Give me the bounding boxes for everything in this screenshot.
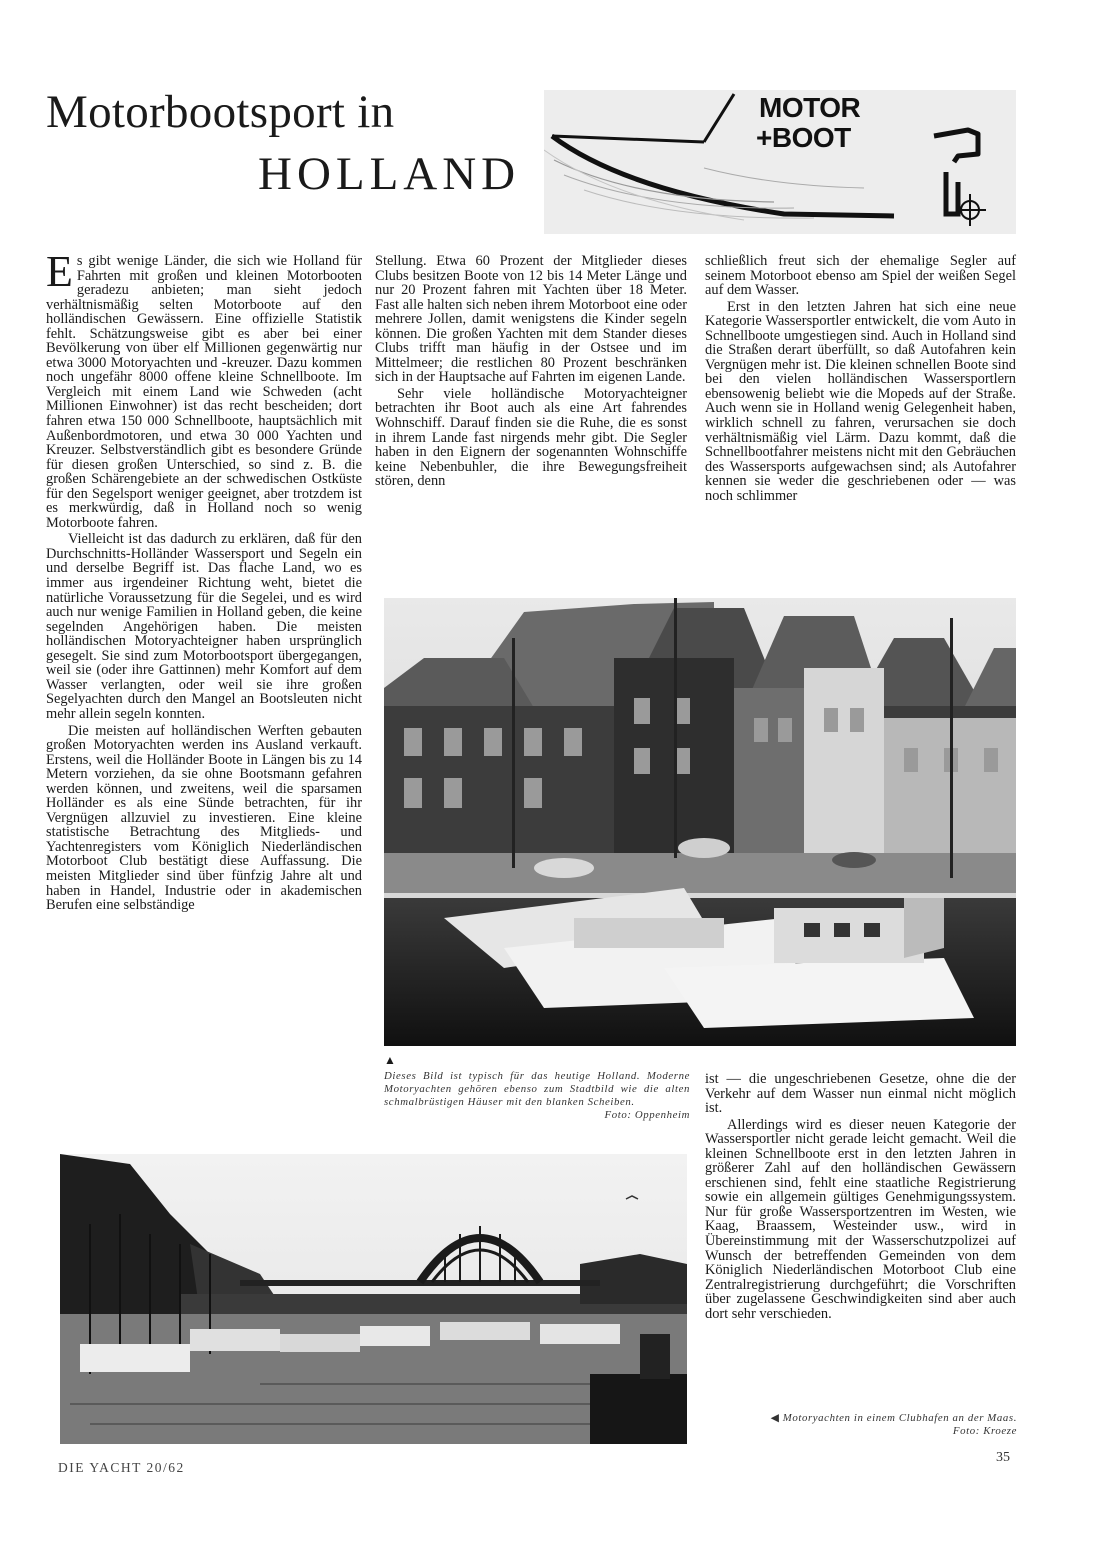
publication-footer: DIE YACHT 20/62 (58, 1460, 185, 1475)
paragraph-text: s gibt wenige Länder, die sich wie Holland für Fahrten mit großen und kleinen Motorbooten geradezu anbieten; man sieht jedoch verhältnismäßig selten Motorboote auf den holländischen Gewässern. Eine offizielle Statistik fehlt. Schätzungsweise gibt es aber bei einer Bevölkerung von über elf Millionen gegenwärtig nur etwa 3000 Motoryachten und -kreuzer. Dazu kommen noch ungefähr 8000 offene kleine Schnellboote. Im Vergleich mit einem Land wie Schweden (acht Millionen Einwohner) ist das recht bescheiden; dort fahren etwa 150 000 Schnellboote, hauptsächlich mit Außenbordmotoren, und etwa 30 000 Yachten und Kreuzer. Selbstverständlich gibt es besondere Gründe für diesen großen Unterschied, so sind z. B. die großen Schärengebiete an der schwedischen Ostküste für den Segelsport weniger geeignet, aber trotzdem ist es merkwürdig, daß in Holland noch so wenig Motorboote fahren. (46, 253, 362, 531)
paragraph: Vielleicht ist das dadurch zu erklären, daß für den Durchschnitts-Holländer Wassersport und Segeln ein und derselbe Begriff ist. Das flache Land, wo es immer aus irgendeiner Richtung weht, bietet die natürliche Voraussetzung für die Segelei, und es wird auch nur wenige Familien in Holland geben, die keine segelnden Angehörigen haben. Die meisten holländischen Motoryachteigner haben ursprünglich gesegelt. Sie sind zum Motorbootsport übergegangen, weil sie (oder ihre Gattinnen) mehr Komfort auf dem Wasser verlangten, oder weil sie ihre großen Segelyachten durch den Mangel an Bootsleuten nicht mehr allein segeln konnten. (46, 531, 362, 722)
text-column-2 (375, 254, 687, 489)
caption-up-arrow-icon: ▲ (384, 1053, 396, 1067)
text-column-3 (705, 254, 1016, 503)
caption-text: Dieses Bild ist typisch für das heutige Holland. Moderne Motoryachten gehören ebenso zum Stadtbild wie die alten schmalbrüstigen Häuser mit den blanken Scheiben. (384, 1070, 690, 1108)
logo-text-motor: MOTOR (759, 92, 861, 123)
photo-caption-1 (384, 1070, 690, 1122)
motor-boot-logo (544, 90, 1016, 234)
logo-text-boot: +BOOT (756, 122, 851, 153)
photo-caption-2 (699, 1412, 1017, 1438)
text-column-3-continued (705, 1072, 1016, 1321)
harbor-town-photo (384, 598, 1016, 1046)
article-title-line-1: Motorbootsport in (46, 86, 395, 138)
paragraph: schließlich freut sich der ehemalige Segler auf seinem Motorboot ebenso am Spiel der weißen Segel auf dem Wasser. (705, 253, 1016, 299)
caption-left-arrow-icon: ◀ (770, 1412, 780, 1424)
page-number: 35 (996, 1450, 1010, 1465)
paragraph: Sehr viele holländische Motoryachteigner betrachten ihr Boot auch als eine Art fahrendes Wohnschiff. Darauf finden sie die Ruhe, die es sonst in ihrem Lande fast nirgends mehr gibt. Die Segler haben in den Eignern der sogenannten Wohnschiffe keine Nebenbuhler, die ihre Bewegungsfreiheit stören, denn (375, 385, 687, 490)
photo-credit: Foto: Kroeze (952, 1425, 1017, 1437)
drop-cap: E (46, 247, 73, 296)
paragraph: Allerdings wird es dieser neuen Kategorie der Wassersportler nicht gerade leicht gemacht. Weil die kleinen Schnellboote erst in den letzten Jahren in größerer Zahl auf den holländischen Gewässern erschienen sind, fehlt eine staatliche Registrierung sowie ein allgemein gültiges Genehmigungssystem. Nur für große Wassersportzentren im Westen, wie Kaag, Braassem, Westeinder usw., wird in Übereinstimmung mit der Wasserschutzpolizei auf Wunsch der betreffenden Gemeinden von dem Königlich Niederländischen Motorboot Club eine Zentralregistrierung durchgeführt; die Vorschriften über zugelassene Geschwindigkeiten sind aber auch dort sehr verschieden. (705, 1116, 1016, 1322)
paragraph: Die meisten auf holländischen Werften gebauten großen Motoryachten werden ins Ausland verkauft. Erstens, weil die Holländer Boote in Längen bis zu 14 Metern vorziehen, da sie ohne Bootsmann gefahren werden können, und zweitens, weil die sparsamen Holländer es als eine Sünde betrachten, für ihr Vergnügen allzuviel zu investieren. Eine kleine statistische Betrachtung des Mitglieds- und Yachtenregisters vom Königlich Niederländischen Motorboot Club bestätigt diese Auffassung. Die meisten Mitglieder sind über fünfzig Jahre alt und haben in Handel, Industrie oder in akademischen Berufen eine selbständige (46, 722, 362, 914)
paragraph: Erst in den letzten Jahren hat sich eine neue Kategorie Wassersportler entwickelt, die vom Auto in Schnellboote umgestiegen sind. Auch in Holland sind die Straßen derart überfüllt, so daß Autofahren kein Vergnügen mehr ist. Die kleinen schnellen Boote sind bei den vielen holländischen Wassersportlern ebensowenig beliebt wie die Mopeds auf der Straße. Auch wenn sie in Holland wenig Gelegenheit haben, wirklich schnell zu fahren, verursachen sie doch verhältnismäßig viel Lärm. Dazu kommt, daß die Schnellbootfahrer meistens nicht mit den Gebräuchen des Wassersports aufgewachsen sind; als Autofahrer kennen sie weder die geschriebenen oder — was noch schlimmer (705, 298, 1016, 504)
paragraph: Stellung. Etwa 60 Prozent der Mitglieder dieses Clubs besitzen Boote von 12 bis 14 Meter Länge und nur 20 Prozent fahren mit Yachten über 18 Meter. Fast alle halten sich neben ihrem Motorboot eine oder mehrere Jollen, damit wenigstens die Kinder segeln können. Die großen Yachten mit dem Stander dieses Clubs trifft man häufig in der Ostsee und im Mittelmeer; die restlichen 80 Prozent beschränken sich in der Hauptsache auf Fahrten im eigenen Lande. (375, 253, 687, 386)
club-harbor-bridge-photo (60, 1154, 687, 1444)
paragraph (46, 247, 362, 531)
photo-credit: Foto: Oppenheim (604, 1109, 690, 1121)
paragraph: ist — die ungeschriebenen Gesetze, ohne die der Verkehr auf dem Wasser nun einmal nicht möglich ist. (705, 1071, 1016, 1117)
article-title-line-2: HOLLAND (258, 148, 521, 200)
text-column-1 (46, 247, 362, 1134)
caption-text: Motoryachten in einem Clubhafen an der Maas. (782, 1412, 1017, 1424)
